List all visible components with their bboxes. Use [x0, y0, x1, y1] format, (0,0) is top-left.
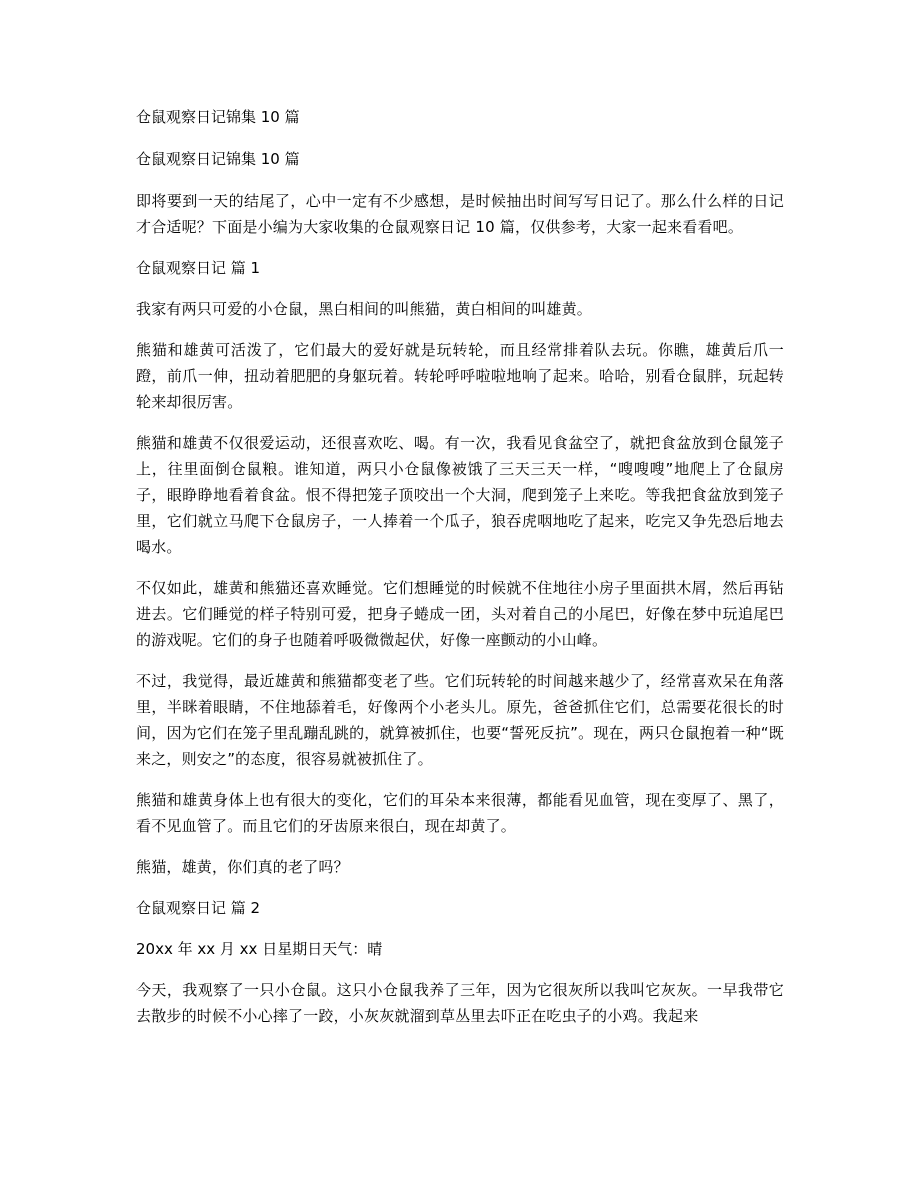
section-1-paragraph: 不仅如此，雄黄和熊猫还喜欢睡觉。它们想睡觉的时候就不住地往小房子里面拱木屑，然后再钻进去。它们睡觉的样子特别可爱，把身子蜷成一团，头对着自己的小尾巴，好像在梦中玩追尾巴的游戏呢。它们的身子也随着呼吸微微起伏，好像一座颤动的小山峰。 — [136, 579, 784, 649]
intro-paragraph: 即将要到一天的结尾了，心中一定有不少感想，是时候抽出时间写写日记了。那么什么样的日记才合适呢？下面是小编为大家收集的仓鼠观察日记 10 篇，仅供参考，大家一起来看看吧。 — [136, 192, 784, 236]
section-1-paragraph: 熊猫和雄黄可活泼了，它们最大的爱好就是玩转轮，而且经常排着队去玩。你瞧，雄黄后爪一蹬，前爪一伸，扭动着肥肥的身躯玩着。转轮呼呼啦啦地响了起来。哈哈，别看仓鼠胖，玩起转轮来却很厉害。 — [136, 341, 784, 411]
section-1-paragraph: 熊猫，雄黄，你们真的老了吗？ — [136, 858, 349, 876]
section-1-heading: 仓鼠观察日记 篇 1 — [136, 259, 261, 277]
section-2-heading: 仓鼠观察日记 篇 2 — [136, 899, 261, 917]
section-1-paragraph: 不过，我觉得，最近雄黄和熊猫都变老了些。它们玩转轮的时间越来越少了，经常喜欢呆在角落里，半眯着眼睛，不住地舔着毛，好像两个小老头儿。原先，爸爸抓住它们，总需要花很长的时间，因为它们在笼子里乱蹦乱跳的，就算被抓住，也要“誓死反抗”。现在，两只仓鼠抱着一种“既来之，则安之”的态度，很容易就被抓住了。 — [136, 672, 784, 768]
section-1-paragraph: 我家有两只可爱的小仓鼠，黑白相间的叫熊猫，黄白相间的叫雄黄。 — [136, 300, 593, 318]
document-subtitle: 仓鼠观察日记锦集 10 篇 — [136, 150, 300, 168]
section-2-date-line: 20xx 年 xx 月 xx 日星期日天气：晴 — [136, 940, 383, 958]
document-body — [136, 104, 784, 1044]
section-1-paragraph: 熊猫和雄黄不仅很爱运动，还很喜欢吃、喝。有一次，我看见食盆空了，就把食盆放到仓鼠笼子上，往里面倒仓鼠粮。谁知道，两只小仓鼠像被饿了三天三天一样，“嗖嗖嗖”地爬上了仓鼠房子，眼睁睁地看着食盆。恨不得把笼子顶咬出一个大洞，爬到笼子上来吃。等我把食盆放到笼子里，它们就立马爬下仓鼠房子，一人捧着一个瓜子，狼吞虎咽地吃了起来，吃完又争先恐后地去喝水。 — [136, 434, 784, 556]
section-2-paragraph: 今天，我观察了一只小仓鼠。这只小仓鼠我养了三年，因为它很灰所以我叫它灰灰。一早我带它去散步的时候不小心摔了一跤，小灰灰就溜到草丛里去吓正在吃虫子的小鸡。我起来 — [136, 981, 784, 1025]
section-1-paragraph: 熊猫和雄黄身体上也有很大的变化，它们的耳朵本来很薄，都能看见血管，现在变厚了、黑了，看不见血管了。而且它们的牙齿原来很白，现在却黄了。 — [136, 791, 784, 835]
document-title: 仓鼠观察日记锦集 10 篇 — [136, 108, 300, 126]
